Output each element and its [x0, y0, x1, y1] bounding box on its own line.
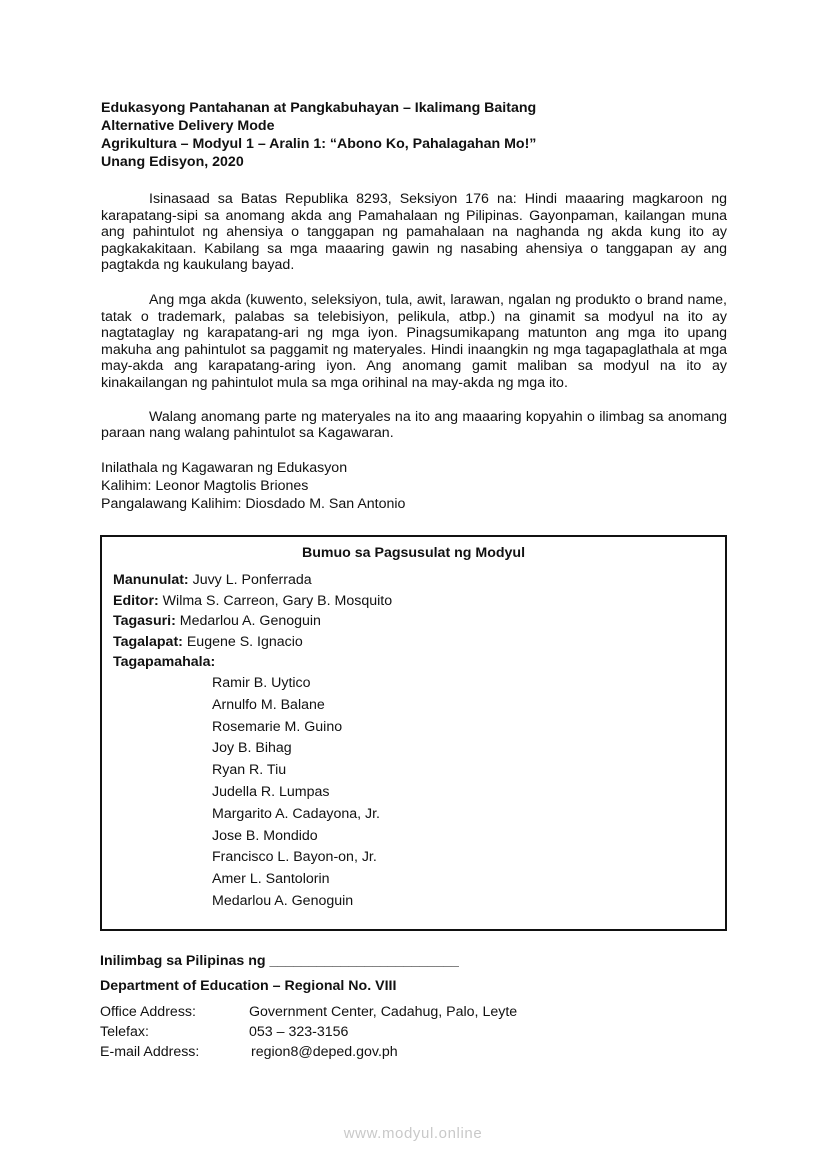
- illustrator-label: Tagalapat:: [113, 633, 183, 650]
- credits-body: [102, 570, 725, 913]
- writer-label: Manunulat:: [113, 572, 189, 588]
- copyright-paragraph-2: Ang mga akda (kuwento, seleksiyon, tula, awit, larawan, ngalan ng produkto o brand name, tatak o trademark, palabas sa telebisiyon, pelikula, atbp.) na ginamit sa modyul na ito ay nagtataglay ng karapatang-ari ng mga iyon. Pinagsumikapang matunton ang mga ito upang makuha ang pahintulot sa paggamit ng materyales. Hindi inaangkin ng mga tagapaglathala at mga may-akda ang karapatang-aring iyon. Ang anomang gamit maliban sa modyul na ito ay kinakailangan ng pahintulot mula sa mga orihinal na may-akda ng mga ito.: [101, 291, 727, 391]
- reviewer-label: Tagasuri:: [113, 613, 176, 630]
- writer-value: Juvy L. Ponferrada: [188, 572, 312, 588]
- illustrator-value: Eugene S. Ignacio: [182, 633, 303, 650]
- reviewer-value: Medarlou A. Genoguin: [175, 613, 321, 630]
- contact-block: [100, 1002, 726, 1062]
- document-header: [101, 99, 727, 171]
- editor-value: Wilma S. Carreon, Gary B. Mosquito: [158, 592, 393, 609]
- undersecretary: Pangalawang Kalihim: Diosdado M. San Antonio: [101, 495, 406, 512]
- manager-name: Rosemarie M. Guino: [212, 718, 343, 735]
- telefax-label: Telefax:: [100, 1024, 149, 1040]
- delivery-mode: Alternative Delivery Mode: [101, 118, 275, 134]
- telefax-row: [100, 1022, 726, 1042]
- publisher-block: [101, 459, 727, 513]
- manager-name: Ryan R. Tiu: [212, 762, 287, 779]
- copyright-paragraph-1: Isinasaad sa Batas Republika 8293, Seksiyon 176 na: Hindi maaaring magkaroon ng karapatang-sipi sa anomang akda ang Pamahalaan ng Pilipinas. Gayonpaman, kailangan muna ang pahintulot ng ahensiya o tanggapan ng pamahalaan na naghanda ng akda kung ito ay pagkakakitaan. Kabilang sa mga maaaring gawin ng nasabing ahensiya o tanggapan ay ang pagtakda ng kaukulang bayad.: [101, 191, 727, 274]
- editor-label: Editor:: [113, 592, 159, 609]
- email-label: E-mail Address:: [100, 1044, 200, 1060]
- office-value: Government Center, Cadahug, Palo, Leyte: [249, 1004, 518, 1020]
- publisher-name: Inilathala ng Kagawaran ng Edukasyon: [101, 459, 348, 476]
- manager-name: Arnulfo M. Balane: [212, 696, 325, 713]
- manager-name: Francisco L. Bayon-on, Jr.: [212, 849, 377, 866]
- manager-name: Medarlou A. Genoguin: [212, 892, 354, 909]
- writer-row: [113, 570, 725, 591]
- reviewer-row: [113, 611, 725, 632]
- office-row: [100, 1002, 726, 1022]
- printed-in: Inilimbag sa Pilipinas ng ________________________: [100, 953, 459, 969]
- copyright-paragraph-3: Walang anomang parte ng materyales na ito ang maaaring kopyahin o ilimbag sa anomang paraan nang walang pahintulot sa Kagawaran.: [101, 408, 727, 442]
- document-body: [101, 99, 727, 513]
- telefax-value: 053 – 323-3156: [249, 1024, 349, 1040]
- manager-name: Judella R. Lumpas: [212, 783, 330, 800]
- email-value: region8@deped.gov.ph: [251, 1044, 398, 1060]
- department-name: Department of Education – Regional No. VIII: [100, 978, 397, 994]
- footer: [100, 951, 726, 1062]
- credits-box: [100, 535, 727, 931]
- manager-list: [113, 673, 725, 913]
- email-row: [100, 1042, 726, 1062]
- credits-title: Bumuo sa Pagsusulat ng Modyul: [301, 545, 526, 561]
- managers-label: Tagapamahala:: [113, 654, 216, 671]
- manager-name: Margarito A. Cadayona, Jr.: [212, 805, 380, 822]
- manager-name: Joy B. Bihag: [212, 740, 292, 757]
- subject-title: Edukasyong Pantahanan at Pangkabuhayan – Ikalimang Baitang: [101, 100, 537, 116]
- editor-row: [113, 591, 725, 612]
- edition: Unang Edisyon, 2020: [101, 154, 244, 170]
- manager-name: Jose B. Mondido: [212, 827, 318, 844]
- managers-row: [113, 652, 725, 673]
- manager-name: Ramir B. Uytico: [212, 674, 311, 691]
- illustrator-row: [113, 632, 725, 653]
- office-label: Office Address:: [100, 1004, 196, 1020]
- manager-name: Amer L. Santolorin: [212, 871, 330, 888]
- secretary: Kalihim: Leonor Magtolis Briones: [101, 477, 309, 494]
- watermark: www.modyul.online: [343, 1125, 483, 1142]
- module-title: Agrikultura – Modyul 1 – Aralin 1: “Abono Ko, Pahalagahan Mo!”: [101, 136, 537, 152]
